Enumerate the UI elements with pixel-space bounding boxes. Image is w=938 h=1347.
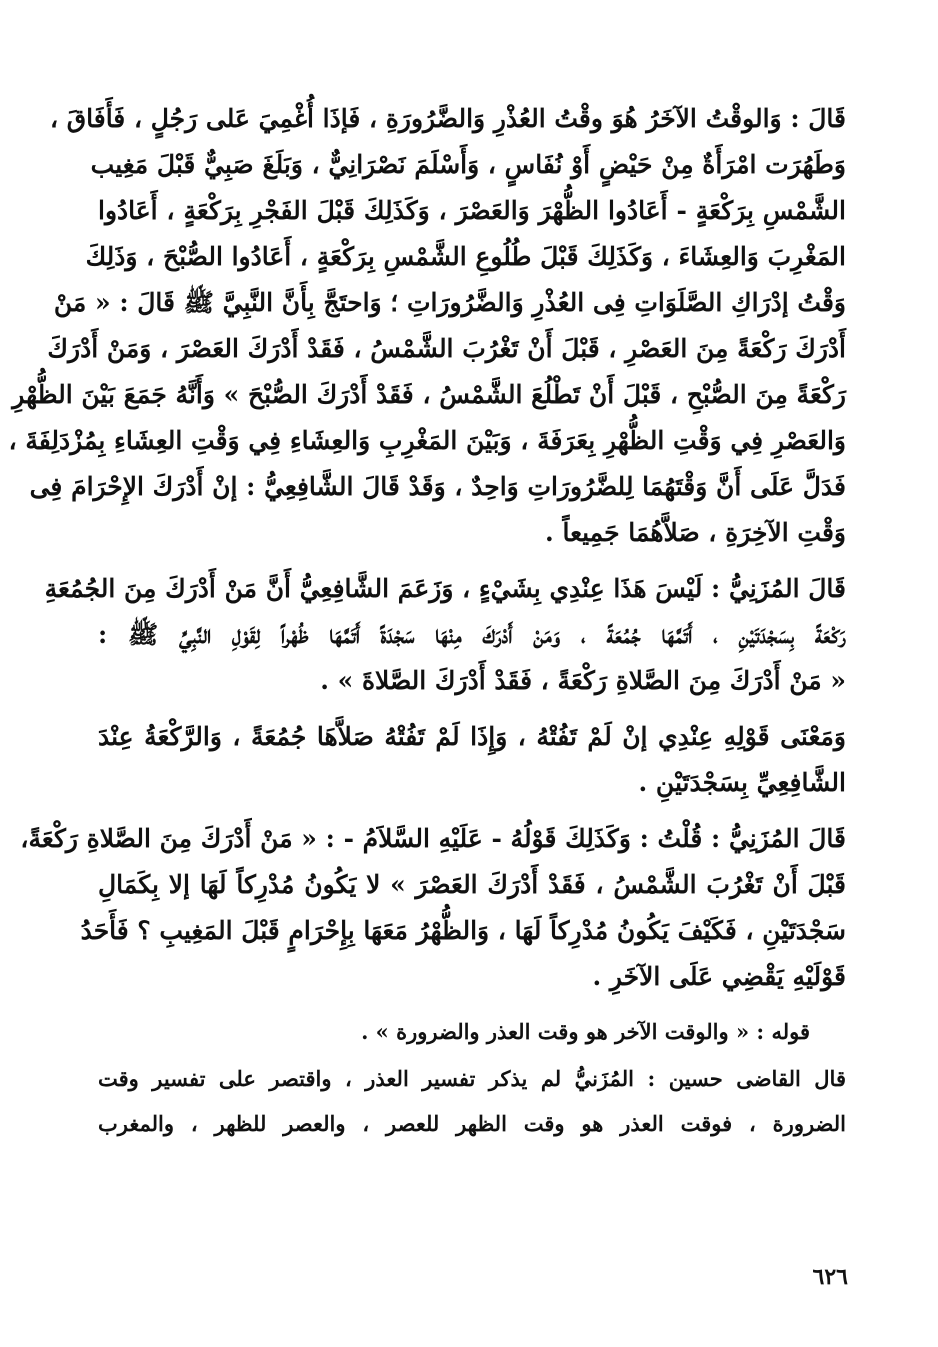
text-line: المَغْرِبَ وَالعِشَاءَ ، وَكَذَلِكَ قَبْلَ طُلُوعِ الشَّمْسِ بِرَكْعَةٍ ، أَعَادُوا الصُّبْحَ ، وَذَلِكَ — [85, 242, 846, 271]
text-line: قَالَ المُزَنِيُّ : قُلْتُ : وَكَذَلِكَ قَوْلُهُ - عَلَيْهِ السَّلاَمُ - : « مَنْ أَدْرَكَ مِنَ الصَّلاةِ رَكْعَةً، — [20, 824, 846, 853]
text-line: قَالَ : وَالوقْتُ الآخَرُ هُوَ وقْتُ العُذْرِ وَالضَّرُورَةِ ، فَإذَا أُغْمِيَ عَلى رَجُلٍ ، فَأَفَاقَ ، — [49, 104, 846, 133]
text-line: وَطَهُرَت امْرَأَةٌ مِنْ حَيْضٍ أَوْ نُفَاسٍ ، وَأَسْلَمَ نَصْرَانِيٌّ ، وَبَلَغَ صَبِيٌّ قَبْلَ مَغِيب — [90, 150, 846, 179]
text-line: وَالعَصْرِ فِي وَقْتِ الظُّهْرِ بِعَرَفَةَ ، وَبَيْنَ المَغْرِبِ وَالعِشَاءِ فِي وَقْتِ العِشَاءِ بِمُزْدَلِفَةَ ، — [8, 426, 846, 455]
commentary-section — [98, 1010, 846, 1146]
text-line: قَبْلَ أَنْ تَغْرُبَ الشَّمْسُ ، فَقَدْ أَدْرَكَ العَصْرَ » لا يَكُونُ مُدْرِكاً لَهَا إلا بِكَمَالِ — [98, 870, 846, 899]
text-line: أَدْرَكَ رَكْعَةً مِنَ العَصْرِ ، قَبْلَ أَنْ تَغْرُبَ الشَّمْسُ ، فَقَدْ أَدْرَكَ العَصْرَ ، وَمَنْ أَدْرَكَ — [47, 334, 846, 363]
commentary-line: الضرورة ، فوقت العذر هو وقت الظهر للعصر ، والعصر للظهر ، والمغرب — [98, 1111, 846, 1136]
paragraph-3 — [98, 714, 846, 806]
text-line: فَدَلَّ عَلَى أَنَّ وَقْتَهُمَا لِلضَّرُورَاتِ وَاحِدٌ ، وَقَدْ قَالَ الشَّافِعِيُّ : إنْ أَدْرَكَ الإِحْرَامَ فِى — [29, 472, 846, 501]
commentary-line: قال القاضى حسين : المُزَنيُّ لم يذكر تفسير العذر ، واقتصر على تفسير وقت — [98, 1066, 846, 1091]
text-line: الشَّمْسِ بِرَكْعَةٍ - أَعَادُوا الظُّهْرَ وَالعَصْرَ ، وَكَذَلِكَ قَبْلَ الفَجْرِ بِرَكْعَةٍ ، أَعَادُوا — [98, 196, 846, 225]
paragraph-1 — [8, 96, 846, 556]
text-line: وَقْتِ الآخِرَةِ ، صَلاَّهُمَا جَمِيعاً . — [545, 518, 846, 547]
commentary-heading: قوله : « والوقت الآخر هو وقت العذر والضرورة » . — [361, 1019, 810, 1044]
text-line: قَوْلَيْهِ يَقْضِي عَلَى الآخَرِ . — [592, 962, 846, 991]
text-line: وَقْتُ إدْرَاكِ الصَّلَوَاتِ فِى العُذْرِ وَالضَّرُورَاتِ ؛ وَاحتَجَّ بِأَنَّ النَّبِيَّ ﷺ قَالَ : « مَنْ — [53, 288, 846, 317]
text-line: وَمَعْنَى قَوْلِهِ عِنْدِي إنْ لَمْ تَفُتْهُ ، وَإِذَا لَمْ تَفُتْهُ صَلاَّهَا جُمُعَةً ، وَالرَّكْعَةُ عِنْدَ — [98, 722, 846, 751]
text-line: رَكْعَةً بِسَجْدَتَيْنِ ، أَتَمَّهَا جُمُعَةً ، وَمَنْ أَدْرَكَ مِنْهَا سَجْدَةً أَتَمَّهَا ظُهْراً لِقَوْلِ النَّبِيِّ ﷺ : — [98, 620, 846, 649]
text-line: قَالَ المُزَنِيُّ : لَيْسَ هَذَا عِنْدِي بِشَيْءٍ ، وَزَعَمَ الشَّافِعِيُّ أَنَّ مَنْ أَدْرَكَ مِنَ الجُمُعَةِ — [44, 574, 846, 603]
paragraph-2 — [44, 566, 846, 704]
text-line: الشَّافِعِيِّ بِسَجْدَتَيْنِ . — [638, 768, 846, 797]
text-line: رَكْعَةً مِنَ الصُّبْحِ ، قَبْلَ أَنْ تَطْلُعَ الشَّمْسُ ، فَقَدْ أَدْرَكَ الصُّبْحَ » وَأَنَّهُ جَمَعَ بَيْنَ الظُّهْرِ — [12, 380, 846, 409]
page-number: ٦٢٦ — [812, 1264, 848, 1290]
page-body — [8, 96, 846, 1146]
text-line: « مَنْ أَدْرَكَ مِنَ الصَّلاةِ رَكْعَةً ، فَقَدْ أَدْرَكَ الصَّلاةَ » . — [320, 666, 846, 695]
text-line: سَجْدَتَيْنِ ، فَكَيْفَ يَكُونُ مُدْرِكاً لَهَا ، وَالظُّهْرُ مَعَهَا بِإِحْرَامٍ قَبْلَ المَغِيبِ ؟ فَأَحَدُ — [80, 916, 846, 945]
paragraph-4 — [20, 816, 846, 1000]
